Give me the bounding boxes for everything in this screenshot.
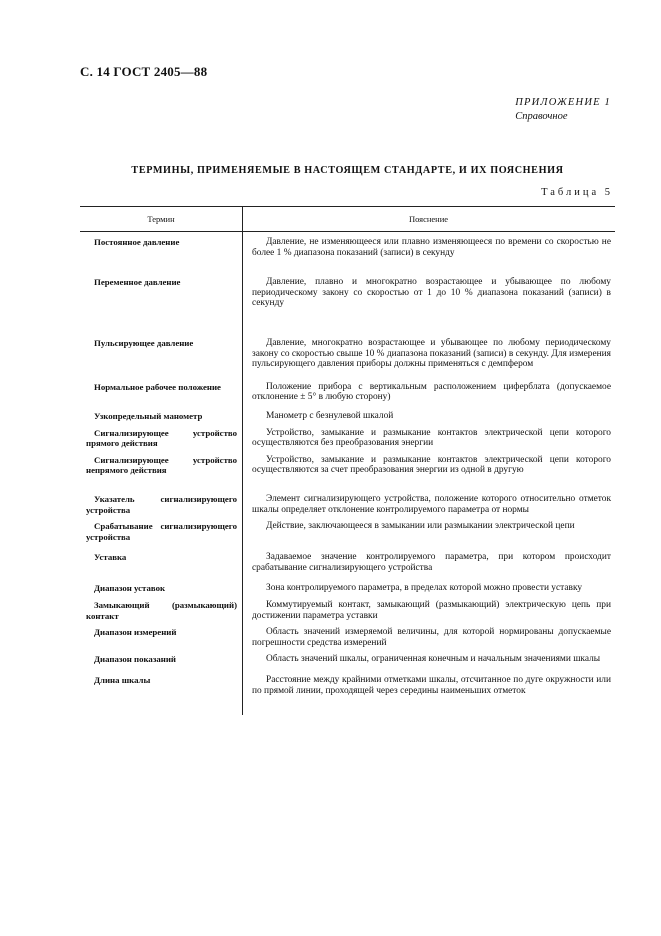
table-top-rule <box>80 206 615 207</box>
table-header-rule <box>80 231 615 232</box>
explanation-cell: Область значений шкалы, ограниченная конечным и начальным значениями шкалы <box>266 654 601 665</box>
term-text: Диапазон уставок <box>94 583 166 594</box>
term-text: Узкопредельный манометр <box>94 410 203 421</box>
term-text: Диапазон показаний <box>94 654 176 665</box>
term-cell <box>80 597 242 621</box>
term-cell <box>80 335 242 370</box>
term-cell <box>80 518 242 542</box>
term-text: Уставка <box>94 552 127 563</box>
term-text: Переменное давление <box>94 277 181 288</box>
term-text: Замыкающий (размыкающий) контакт <box>86 600 237 621</box>
column-header-explanation: Пояснение <box>408 214 449 224</box>
term-text: Сигнализирующее устройство непрямого действия <box>86 454 237 476</box>
appendix-label <box>515 96 611 124</box>
table-row <box>80 624 615 648</box>
explanation-cell: Давление, многократно возрастающее и убывающее по любому периодическому закону со скоростью свыше 10 % диапазона показаний (записи) в секунду. Для измерения пульсирующего давления приборы должны применяться с демпфером <box>252 337 611 370</box>
term-cell <box>80 491 242 515</box>
term-text: Срабатывание сигнализирующего устройства <box>86 521 237 542</box>
explanation-cell: Устройство, замыкание и размыкание контактов электрической цепи которого осуществляются без преобразования энергии <box>252 427 611 449</box>
table-row <box>80 597 615 621</box>
explanation-cell: Манометр с безнулевой шкалой <box>266 410 394 421</box>
explanation-cell: Действие, заключающееся в замыкании или размыкании электрической цепи <box>266 521 575 532</box>
term-cell <box>80 452 242 476</box>
terms-table-body <box>80 234 615 696</box>
term-cell <box>80 408 242 422</box>
term-cell <box>80 672 242 696</box>
term-cell <box>80 274 242 309</box>
term-cell <box>80 425 242 449</box>
term-text: Постоянное давление <box>94 237 180 247</box>
explanation-cell: Зона контролируемого параметра, в пределах которой можно провести уставку <box>266 583 583 594</box>
term-cell <box>80 580 242 594</box>
column-header-term: Термин <box>147 214 175 224</box>
explanation-cell: Давление, плавно и многократно возрастающее и убывающее по любому периодическому закону со скоростью от 1 до 10 % диапазона показаний (записи) в секунду <box>252 277 611 309</box>
table-row <box>80 452 615 476</box>
table-row <box>80 518 615 542</box>
section-title: ТЕРМИНЫ, ПРИМЕНЯЕМЫЕ В НАСТОЯЩЕМ СТАНДАРТЕ, И ИХ ПОЯСНЕНИЯ <box>131 165 564 176</box>
table-row <box>80 672 615 696</box>
explanation-cell: Расстояние между крайними отметками шкалы, отсчитанное по дуге окружности или по прямой линии, проходящей через середины наименьших отметок <box>252 675 611 696</box>
table-row <box>80 549 615 573</box>
explanation-cell: Область значений измеряемой величины, для которой нормированы допускаемые погрешности средства измерений <box>252 627 611 648</box>
term-text: Пульсирующее давление <box>94 337 194 348</box>
term-cell <box>80 624 242 648</box>
table-row <box>80 425 615 449</box>
term-text: Длина шкалы <box>94 675 151 686</box>
page-header: С. 14 ГОСТ 2405—88 <box>80 64 208 79</box>
table-row <box>80 335 615 370</box>
table-row <box>80 651 615 665</box>
term-text: Диапазон измерений <box>94 627 177 638</box>
term-text: Указатель сигнализирующего устройства <box>86 493 237 515</box>
term-cell <box>80 549 242 573</box>
table-row <box>80 379 615 403</box>
term-cell <box>80 651 242 665</box>
term-cell <box>80 379 242 403</box>
term-cell <box>80 234 242 258</box>
explanation-cell: Элемент сигнализирующего устройства, положение которого относительно отметок шкалы определяет отклонение контролируемого параметра от нормы <box>252 493 611 515</box>
table-row <box>80 408 615 422</box>
appendix-title: ПРИЛОЖЕНИЕ 1 <box>515 97 611 108</box>
table-row <box>80 274 615 309</box>
table-row <box>80 234 615 258</box>
explanation-cell: Коммутируемый контакт, замыкающий (размыкающий) электрическую цепь при достижении параметра уставки <box>252 600 611 621</box>
term-text: Сигнализирующее устройство прямого действия <box>86 427 237 449</box>
explanation-cell: Положение прибора с вертикальным расположением циферблата (допускаемое отклонение ± 5° в любую сторону) <box>252 381 611 403</box>
table-row <box>80 491 615 515</box>
appendix-subtitle: Справочное <box>515 111 568 122</box>
term-text: Нормальное рабочее положение <box>94 381 221 392</box>
table-row <box>80 580 615 594</box>
explanation-cell: Задаваемое значение контролируемого параметра, при котором происходит срабатывание сигнализирующего устройства <box>252 552 611 573</box>
explanation-cell: Устройство, замыкание и размыкание контактов электрической цепи которого осуществляются за счет преобразования энергии из одной в другую <box>252 454 611 476</box>
explanation-cell: Давление, не изменяющееся или плавно изменяющееся по времени со скоростью не более 1 % диапазона показаний (записи) в секунду <box>252 237 611 258</box>
table-caption: Таблица 5 <box>541 187 613 198</box>
